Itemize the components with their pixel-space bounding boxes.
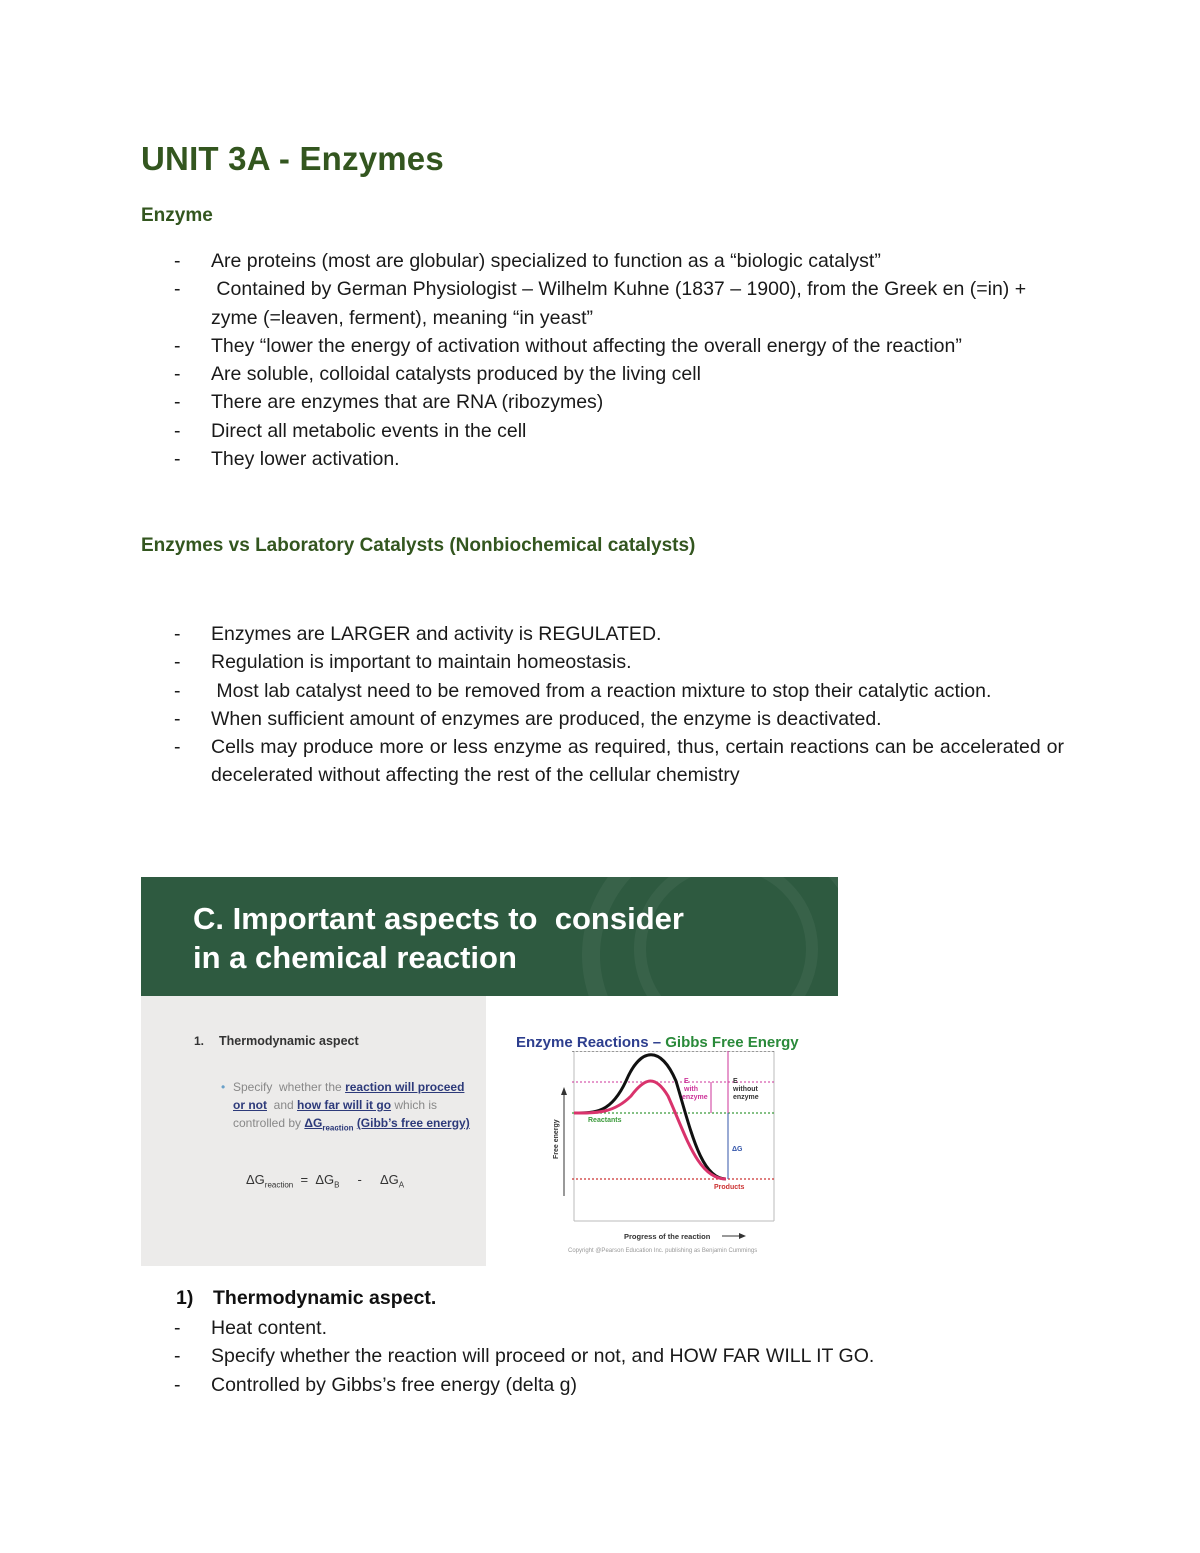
chart-title-part: Gibbs Free Energy [665, 1034, 799, 1051]
list-item-text: They lower activation. [211, 448, 400, 471]
eq-term: ΔG [315, 1172, 335, 1187]
list-item [174, 275, 1064, 332]
ea-without-symbol: E [733, 1078, 738, 1085]
enzymes-vs-catalysts-list [174, 620, 1064, 790]
section-heading-enzyme: Enzyme [141, 205, 213, 226]
list-item-text: Direct all metabolic events in the cell [211, 419, 527, 442]
section-heading-thermodynamic [176, 1287, 436, 1310]
bullet-emphasis: how far will it go [297, 1098, 392, 1112]
bullet-text: and [267, 1098, 298, 1112]
slide-item-number: 1. [194, 1034, 205, 1048]
slide-bullet [221, 1078, 473, 1137]
list-item-text: Specify whether the reaction will proceed or not, and HOW FAR WILL IT GO. [211, 1345, 875, 1368]
dash-marker: - [174, 651, 181, 674]
heading-text: Thermodynamic aspect. [213, 1287, 437, 1309]
eq-term: ΔG [246, 1172, 265, 1187]
list-item-text: Heat content. [211, 1317, 327, 1339]
dash-marker: - [174, 736, 181, 759]
ea-with-label: with [684, 1086, 698, 1093]
eq-equals: = [300, 1172, 309, 1187]
slide-title-line: C. Important aspects to consider [193, 901, 684, 936]
list-item [174, 1342, 1064, 1370]
list-item-text: When sufficient amount of enzymes are produced, the enzyme is deactivated. [211, 707, 882, 730]
ea-without-label: enzyme [733, 1094, 759, 1101]
ea-without-label: without [733, 1086, 758, 1093]
list-item-text: Are soluble, colloidal catalysts produced by the living cell [211, 363, 701, 386]
list-item-text: Most lab catalyst need to be removed from a reaction mixture to stop their catalytic action. [211, 679, 992, 702]
slide-title [193, 899, 793, 977]
section-heading-enzymes-vs-catalysts: Enzymes vs Laboratory Catalysts (Nonbiochemical catalysts) [141, 535, 696, 556]
chart-title-part: Enzyme Reactions – [516, 1034, 666, 1051]
dash-marker: - [174, 334, 181, 357]
x-axis-label: Progress of the reaction [624, 1232, 711, 1241]
list-item-text: Regulation is important to maintain homeostasis. [211, 651, 632, 674]
list-item-text: Controlled by Gibbs’s free energy (delta g) [211, 1373, 577, 1396]
list-item-text: There are enzymes that are RNA (ribozymes) [211, 391, 604, 414]
delta-g-label: ΔG [732, 1146, 743, 1153]
list-item [174, 648, 1064, 676]
list-item [174, 1314, 1064, 1342]
chart-title [516, 1034, 799, 1051]
bullet-emphasis: ΔG [304, 1116, 323, 1130]
slide-right-panel [486, 996, 838, 1266]
enzyme-list [174, 247, 1064, 473]
dash-marker: - [174, 278, 181, 301]
slide-title-line: in a chemical reaction [193, 940, 517, 975]
dash-marker: - [174, 391, 181, 414]
bullet-emphasis: reaction will proceed or not [233, 1080, 465, 1112]
gibbs-equation [246, 1172, 404, 1190]
list-item [174, 360, 1064, 388]
bullet-emphasis: (Gibb’s free energy) [356, 1116, 470, 1130]
slide-item-title: Thermodynamic aspect [219, 1034, 359, 1048]
dash-marker: - [174, 1317, 181, 1339]
x-axis-arrowhead [739, 1233, 746, 1239]
list-item [174, 1371, 1064, 1399]
ea-with-label: enzyme [682, 1094, 708, 1101]
eq-sub: A [398, 1180, 405, 1190]
list-item-text: Cells may produce more or less enzyme as required, thus, certain reactions can be accelerated or decelerated without affecting the rest of the cellular chemistry [211, 736, 1064, 787]
list-item [174, 388, 1064, 416]
eq-term: ΔG [379, 1172, 399, 1187]
list-item [174, 620, 1064, 648]
reactants-label: Reactants [588, 1117, 622, 1124]
list-item [174, 733, 1064, 790]
list-item [174, 247, 1064, 275]
page-title: UNIT 3A - Enzymes [141, 140, 444, 177]
list-item [174, 417, 1064, 445]
list-item [174, 445, 1064, 473]
free-energy-diagram [486, 1051, 838, 1251]
dash-marker: - [174, 448, 181, 471]
dash-marker: - [174, 1345, 181, 1368]
dash-marker: - [174, 707, 181, 730]
lecture-slide-image [141, 877, 838, 1266]
list-item [174, 332, 1064, 360]
bullet-emphasis-sub: reaction [322, 1123, 354, 1133]
thermodynamic-list [174, 1314, 1064, 1399]
dash-marker: - [174, 1373, 181, 1396]
list-item-text: Contained by German Physiologist – Wilhelm Kuhne (1837 – 1900), from the Greek en (=in) + zyme (=leaven, ferment), meaning “in yeast” [211, 278, 1032, 329]
y-axis-label: Free energy [553, 1119, 560, 1159]
ea-with-symbol: E [684, 1078, 689, 1085]
bullet-text: which is controlled by [233, 1098, 441, 1130]
bullet-dot-icon: • [221, 1080, 226, 1094]
list-item-text: Enzymes are LARGER and activity is REGULATED. [211, 623, 662, 645]
eq-sub: B [334, 1180, 340, 1190]
dash-marker: - [174, 419, 181, 442]
dash-marker: - [174, 250, 181, 272]
slide-left-panel [141, 996, 486, 1266]
heading-number: 1) [176, 1287, 194, 1309]
list-item [174, 677, 1064, 705]
y-axis-arrowhead [561, 1087, 567, 1095]
dash-marker: - [174, 363, 181, 386]
slide-copyright: Copyright @Pearson Education Inc. publishing as Benjamin Cummings [568, 1248, 758, 1254]
list-item-text: They “lower the energy of activation without affecting the overall energy of the reaction” [211, 334, 962, 357]
products-label: Products [714, 1184, 745, 1191]
eq-minus: - [357, 1172, 362, 1187]
list-item [174, 705, 1064, 733]
list-item-text: Are proteins (most are globular) specialized to function as a “biologic catalyst” [211, 250, 881, 272]
slide-header [141, 877, 838, 996]
eq-sub: reaction [264, 1180, 294, 1190]
bullet-text: Specify whether the [233, 1080, 346, 1094]
dash-marker: - [174, 623, 181, 645]
dash-marker: - [174, 679, 181, 702]
